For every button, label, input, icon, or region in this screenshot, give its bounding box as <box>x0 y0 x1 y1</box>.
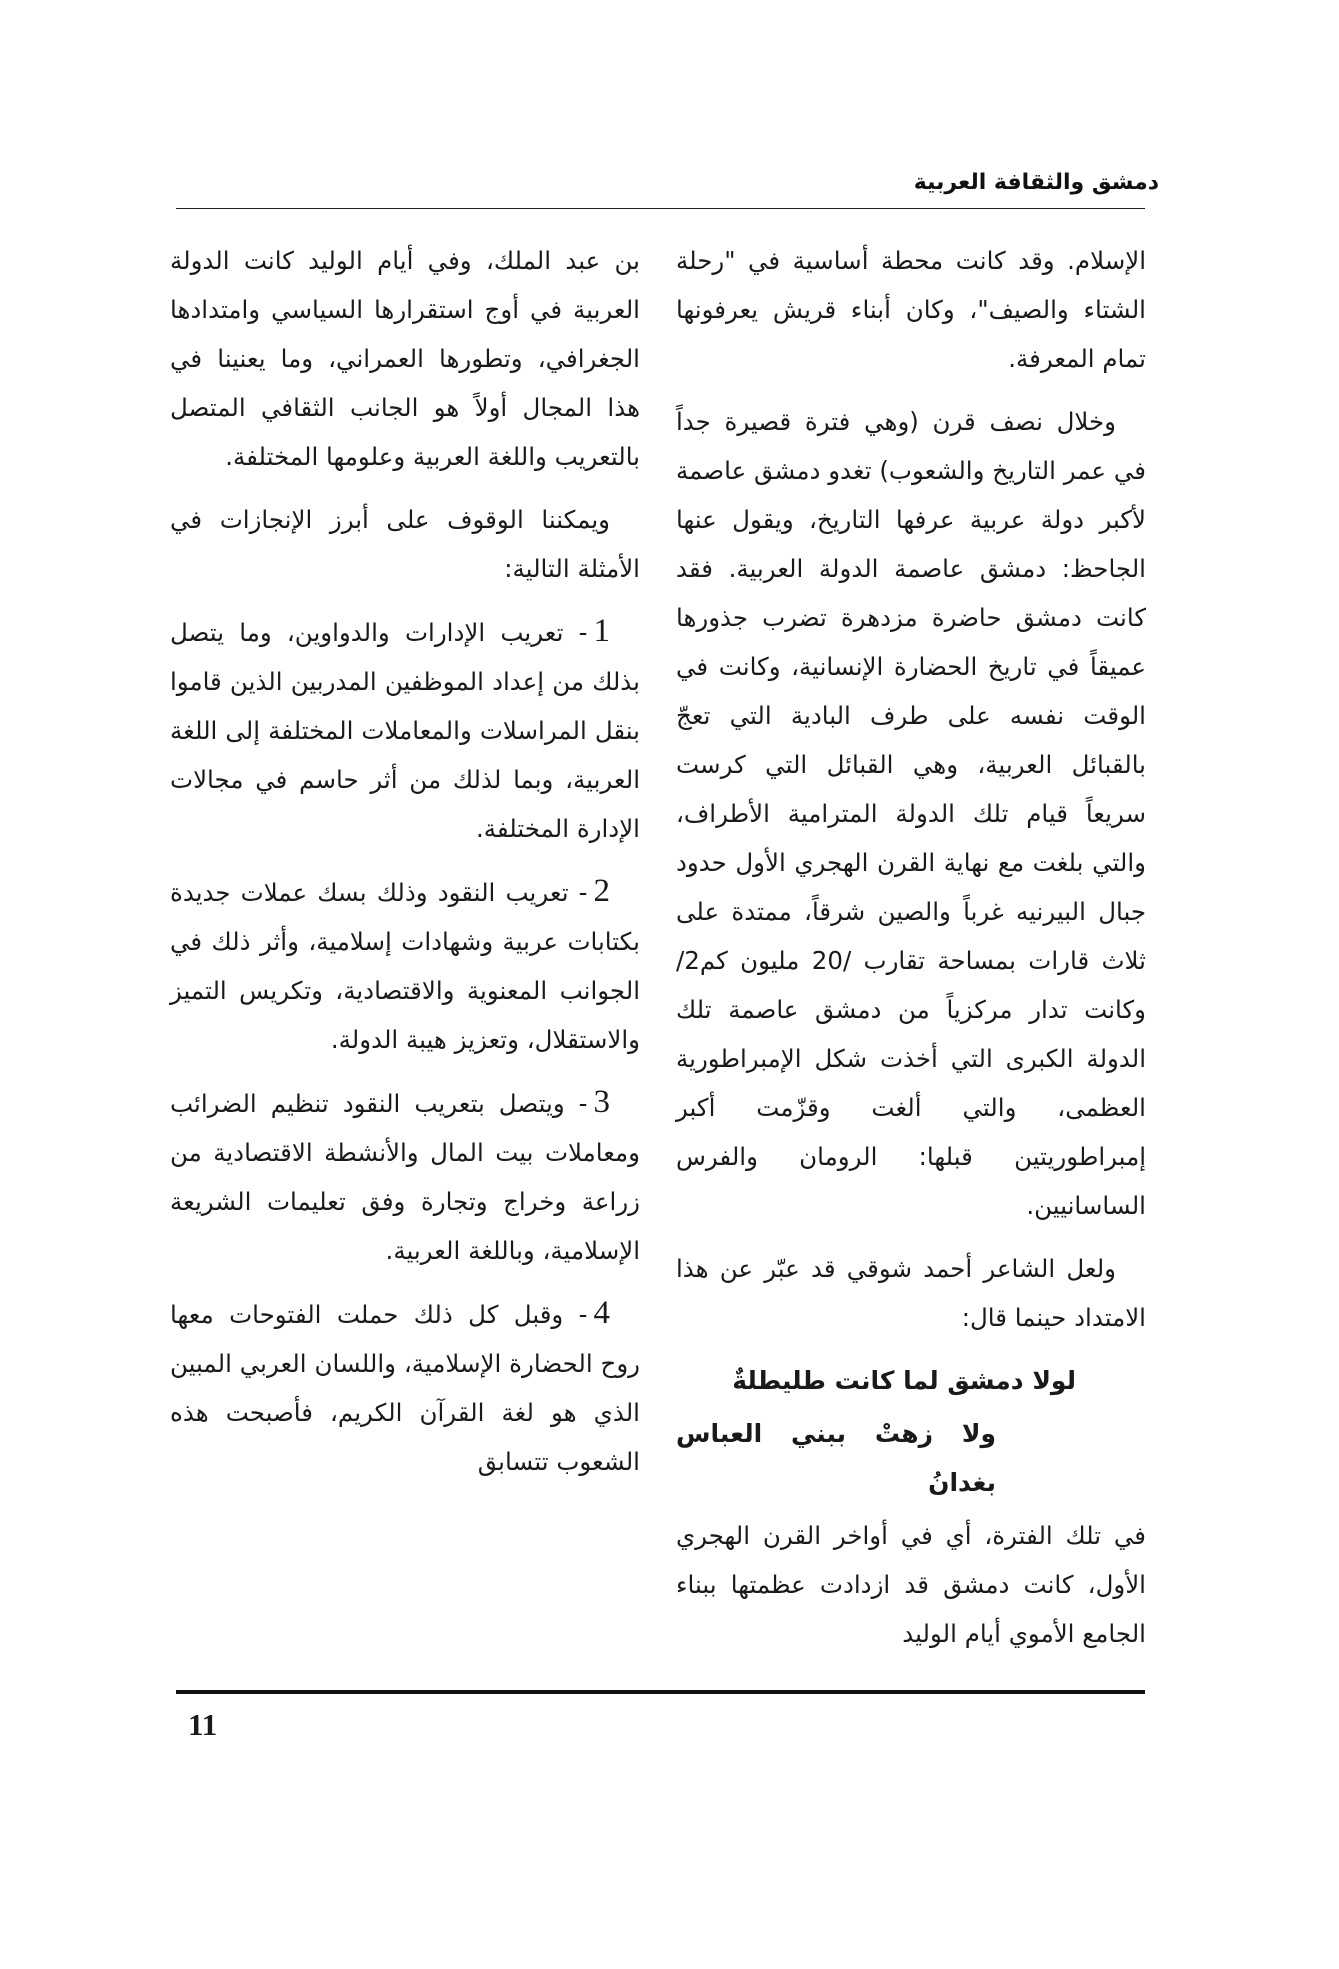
list-item-text: - تعريب النقود وذلك بسك عملات جديدة بكتابات عربية وشهادات إسلامية، وأثر ذلك في الجوانب المعنوية والاقتصادية، وتكريس التميز والاستقلال، وتعزيز هيبة الدولة. <box>170 878 640 1054</box>
header-divider <box>176 208 1145 209</box>
list-item-number: 2 <box>593 873 610 909</box>
list-item <box>170 1078 640 1275</box>
list-item-text: - ويتصل بتعريب النقود تنظيم الضرائب ومعاملات بيت المال والأنشطة الاقتصادية من زراعة وخراج وتجارة وفق تعليمات الشريعة الإسلامية، وباللغة العربية. <box>170 1089 640 1265</box>
left-text-column <box>170 236 640 1500</box>
paragraph: الإسلام. وقد كانت محطة أساسية في "رحلة الشتاء والصيف"، وكان أبناء قريش يعرفونها تمام المعرفة. <box>676 246 1146 373</box>
list-item <box>170 607 640 853</box>
list-item-text: - وقبل كل ذلك حملت الفتوحات معها روح الحضارة الإسلامية، واللسان العربي المبين الذي هو لغة القرآن الكريم، فأصبحت هذه الشعوب تتسابق <box>170 1300 640 1476</box>
paragraph: بن عبد الملك، وفي أيام الوليد كانت الدولة العربية في أوج استقرارها السياسي وامتدادها الجغرافي، وتطورها العمراني، وما يعنينا في هذا المجال أولاً هو الجانب الثقافي المتصل بالتعريب واللغة العربية وعلومها المختلفة. <box>170 246 640 471</box>
poem-verse-line: لولا دمشق لما كانت طليطلةٌ <box>732 1366 1076 1395</box>
list-item-number: 3 <box>593 1084 610 1120</box>
paragraph: ولعل الشاعر أحمد شوقي قد عبّر عن هذا الامتداد حينما قال: <box>676 1254 1146 1332</box>
list-item-text: - تعريب الإدارات والدواوين، وما يتصل بذلك من إعداد الموظفين المدربين الذين قاموا بنقل المراسلات والمعاملات المختلفة إلى اللغة العربية، وبما لذلك من أثر حاسم في مجالات الإدارة المختلفة. <box>170 618 640 843</box>
list-item <box>170 867 640 1064</box>
paragraph: وخلال نصف قرن (وهي فترة قصيرة جداً في عمر التاريخ والشعوب) تغدو دمشق عاصمة لأكبر دولة عربية عرفها التاريخ، ويقول عنها الجاحظ: دمشق عاصمة الدولة العربية. فقد كانت دمشق حاضرة مزدهرة تضرب جذورها عميقاً في تاريخ الحضارة الإنسانية، وكانت في الوقت نفسه على طرف البادية التي تعجّ بالقبائل العربية، وهي القبائل التي كرست سريعاً قيام تلك الدولة المترامية الأطراف، والتي بلغت مع نهاية القرن الهجري الأول حدود جبال البيرنيه غرباً والصين شرقاً، ممتدة على ثلاث قارات بمساحة تقارب /20 مليون كم2/ وكانت تدار مركزياً من دمشق عاصمة تلك الدولة الكبرى التي أخذت شكل الإمبراطورية العظمى، والتي ألغت وقزّمت أكبر إمبراطوريتين قبلها: الرومان والفرس الساسانيين. <box>676 407 1146 1220</box>
list-item-number: 4 <box>593 1295 610 1331</box>
running-header-title: دمشق والثقافة العربية <box>913 170 1159 195</box>
poem-verse-line: ولا زهتْ ببني العباس بغدانُ <box>676 1419 996 1497</box>
list-item <box>170 1289 640 1486</box>
paragraph: ويمكننا الوقوف على أبرز الإنجازات في الأمثلة التالية: <box>170 505 640 583</box>
footer-divider <box>176 1690 1145 1694</box>
right-text-column <box>676 236 1146 1672</box>
paragraph: في تلك الفترة، أي في أواخر القرن الهجري الأول، كانت دمشق قد ازدادت عظمتها ببناء الجامع الأموي أيام الوليد <box>676 1521 1146 1648</box>
list-item-number: 1 <box>593 613 610 649</box>
page-number: 11 <box>188 1707 218 1742</box>
